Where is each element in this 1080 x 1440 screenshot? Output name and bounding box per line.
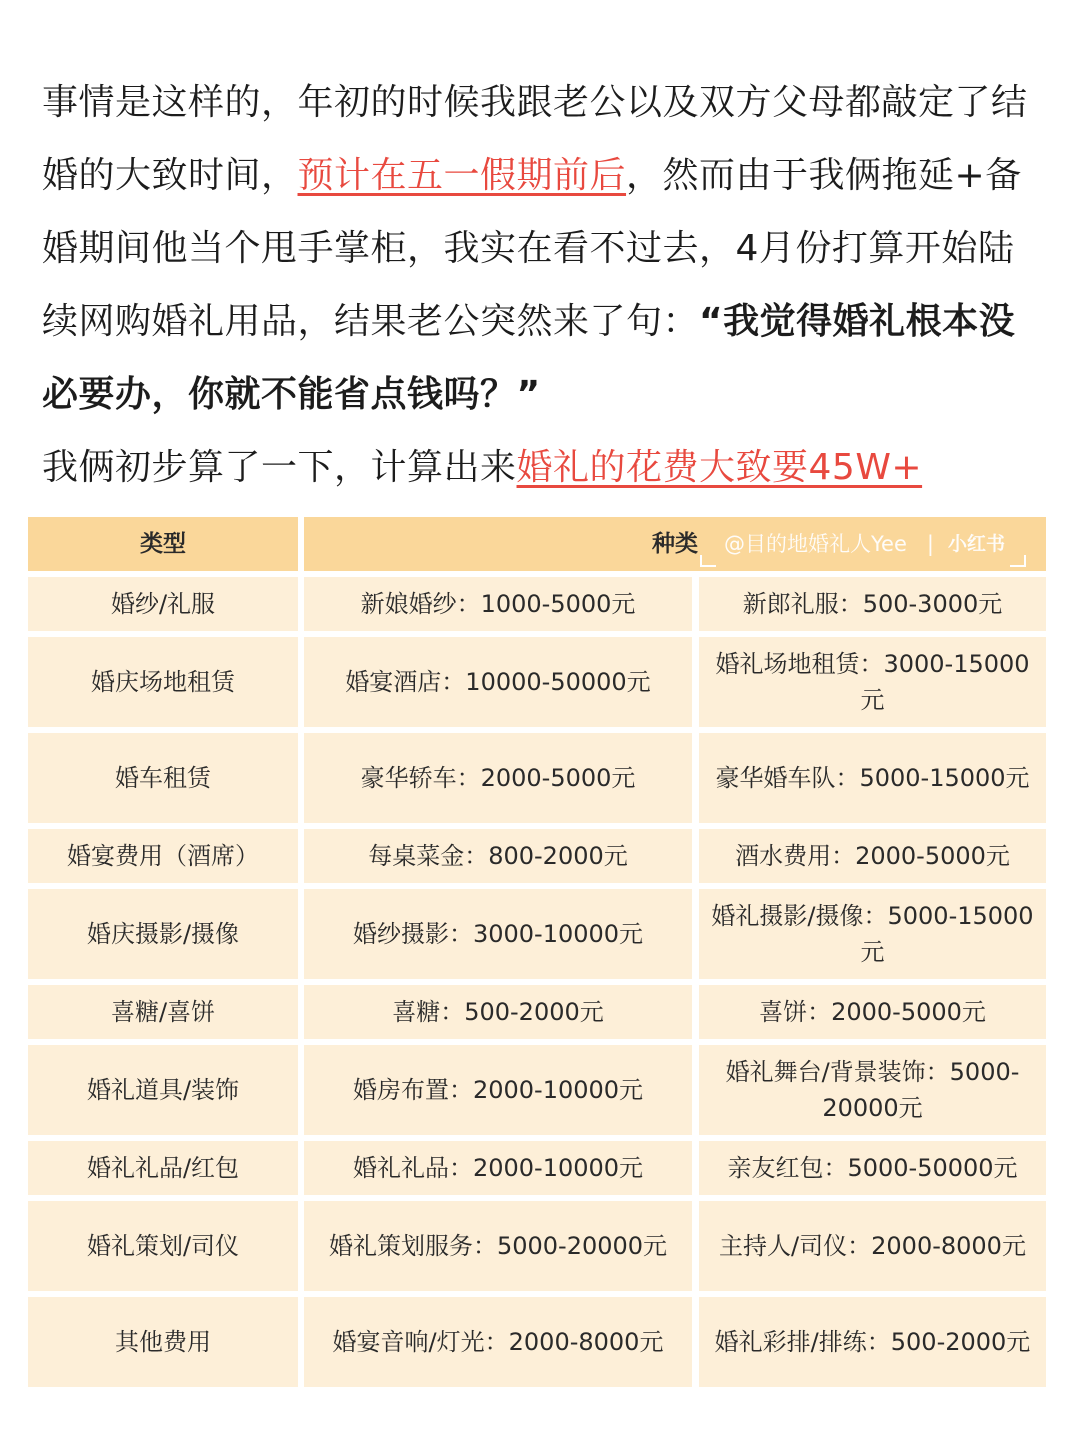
- table-header: [28, 517, 1052, 571]
- row-item-a: 每桌菜金：800-2000元: [304, 829, 692, 883]
- table-row: [28, 1141, 1052, 1195]
- table-row: [28, 1201, 1052, 1291]
- row-type: 婚礼礼品/红包: [28, 1141, 298, 1195]
- table-row: [28, 577, 1052, 631]
- row-type: 婚庆场地租赁: [28, 637, 298, 727]
- header-kind-label: 种类: [652, 531, 698, 557]
- row-item-b: 婚礼摄影/摄像：5000-15000元: [699, 889, 1046, 979]
- wedding-cost-table: [28, 517, 1052, 1393]
- row-type: 婚庆摄影/摄像: [28, 889, 298, 979]
- intro-text-c: 我俩初步算了一下，计算出来: [42, 447, 517, 488]
- row-item-b: 婚礼场地租赁：3000-15000元: [699, 637, 1046, 727]
- row-type: 喜糖/喜饼: [28, 985, 298, 1039]
- table-row: [28, 829, 1052, 883]
- row-item-a: 婚礼策划服务：5000-20000元: [304, 1201, 692, 1291]
- row-type: 婚礼策划/司仪: [28, 1201, 298, 1291]
- table-row: [28, 985, 1052, 1039]
- row-item-b: 喜饼：2000-5000元: [699, 985, 1046, 1039]
- row-item-a: 婚纱摄影：3000-10000元: [304, 889, 692, 979]
- row-item-a: 婚宴音响/灯光：2000-8000元: [304, 1297, 692, 1387]
- row-item-b: 新郎礼服：500-3000元: [699, 577, 1046, 631]
- row-type: 婚纱/礼服: [28, 577, 298, 631]
- row-type: 婚宴费用（酒席）: [28, 829, 298, 883]
- table-row: [28, 733, 1052, 823]
- row-item-a: 新娘婚纱：1000-5000元: [304, 577, 692, 631]
- watermark-separator: |: [926, 532, 934, 556]
- table-row: [28, 889, 1052, 979]
- row-type: 婚礼道具/装饰: [28, 1045, 298, 1135]
- header-type: 类型: [28, 517, 298, 571]
- row-item-b: 酒水费用：2000-5000元: [699, 829, 1046, 883]
- row-item-b: 主持人/司仪：2000-8000元: [699, 1201, 1046, 1291]
- row-type: 婚车租赁: [28, 733, 298, 823]
- intro-text-b: ，然而由于我俩拖延+备婚期间他当个甩手掌柜，我实在看不过去，4月份打算开始陆续网购婚礼用品，结果老公突然来了句：: [42, 155, 1022, 342]
- watermark-text: @目的地婚礼人Yee: [724, 532, 907, 556]
- row-type: 其他费用: [28, 1297, 298, 1387]
- intro-paragraph-1: [42, 66, 1042, 431]
- row-item-a: 喜糖：500-2000元: [304, 985, 692, 1039]
- watermark: [724, 517, 1005, 571]
- table-row: [28, 637, 1052, 727]
- row-item-a: 婚房布置：2000-10000元: [304, 1045, 692, 1135]
- table-row: [28, 1297, 1052, 1387]
- row-item-a: 婚宴酒店：10000-50000元: [304, 637, 692, 727]
- intro-text-a: 事情是这样的，年初的时候我跟老公以及双方父母都敲定了结婚的大致时间，: [42, 82, 1028, 196]
- intro-text: [42, 66, 1042, 504]
- brand-logo: 小红书: [947, 533, 1005, 555]
- highlight-date: 预计在五一假期前后: [297, 155, 627, 196]
- watermark-corner-left: [700, 555, 716, 567]
- header-kind: [304, 517, 1046, 571]
- intro-paragraph-2: [42, 431, 1042, 504]
- row-item-b: 婚礼彩排/排练：500-2000元: [699, 1297, 1046, 1387]
- highlight-cost: 婚礼的花费大致要45W+: [516, 447, 923, 488]
- husband-quote: “我觉得婚礼根本没必要办，你就不能省点钱吗？”: [42, 301, 1016, 415]
- row-item-a: 豪华轿车：2000-5000元: [304, 733, 692, 823]
- watermark-corner-right: [1010, 555, 1026, 567]
- row-item-b: 豪华婚车队：5000-15000元: [699, 733, 1046, 823]
- row-item-b: 亲友红包：5000-50000元: [699, 1141, 1046, 1195]
- table-row: [28, 1045, 1052, 1135]
- row-item-a: 婚礼礼品：2000-10000元: [304, 1141, 692, 1195]
- row-item-b: 婚礼舞台/背景装饰：5000-20000元: [699, 1045, 1046, 1135]
